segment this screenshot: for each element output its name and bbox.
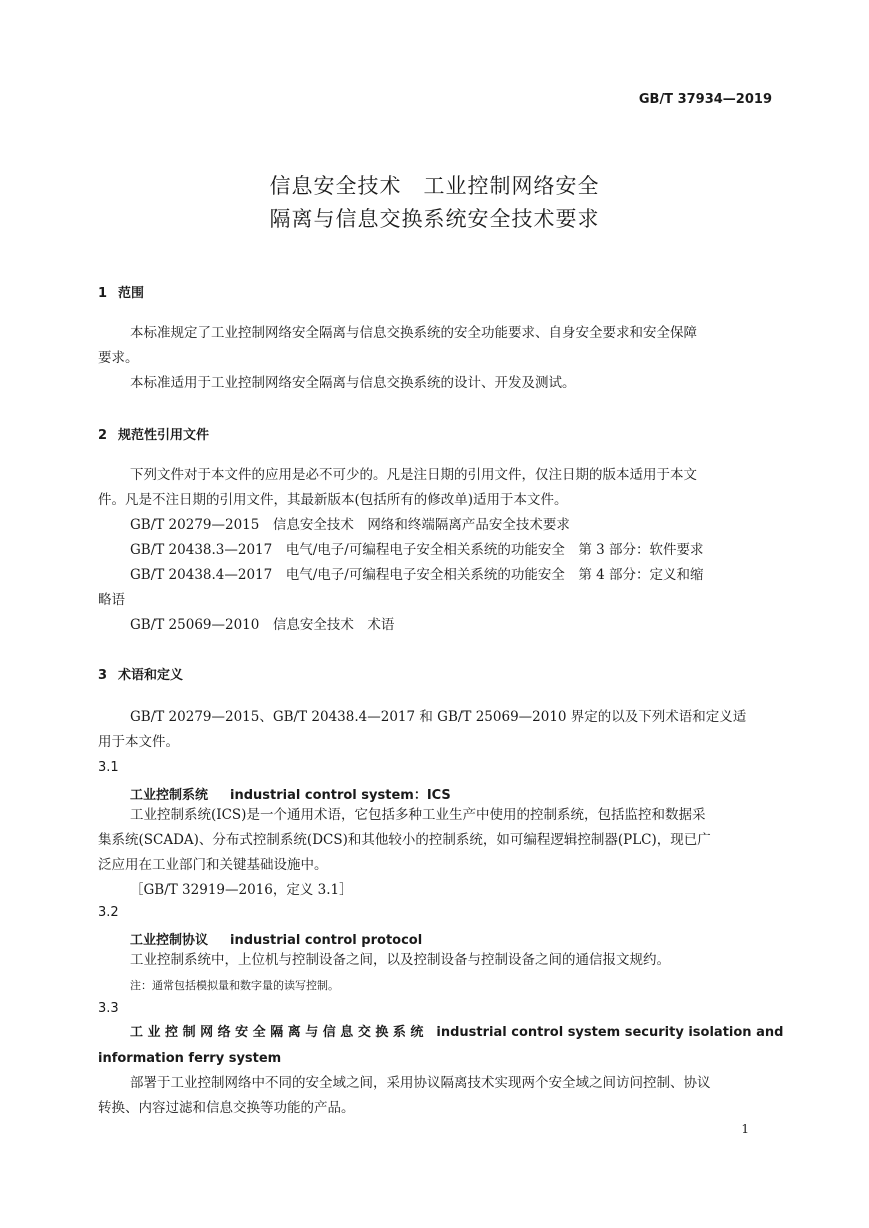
definition-source: ［GB/T 32919—2016，定义 3.1］	[130, 882, 353, 898]
section-1-paragraph-2	[98, 371, 770, 396]
term-english: industrial control system：ICS	[230, 788, 451, 803]
text-line: GB/T 20279—2015、GB/T 20438.4—2017 和 GB/T 25069—2010 界定的以及下列术语和定义适	[130, 709, 747, 725]
clause-number-3-3: 3.3	[98, 1001, 119, 1016]
term-3-2	[130, 929, 422, 948]
document-title-line2: 隔离与信息交换系统安全技术要求	[269, 207, 600, 231]
text-line: 要求。	[98, 350, 139, 366]
section-3-heading	[98, 664, 183, 683]
text-line: 部署于工业控制网络中不同的安全域之间，采用协议隔离技术实现两个安全域之间访问控制、协议	[130, 1075, 711, 1091]
reference-list	[98, 513, 770, 638]
section-number: 2	[98, 428, 108, 443]
reference-item-continuation: 略语	[98, 592, 125, 608]
section-title: 规范性引用文件	[118, 428, 210, 443]
section-title: 范围	[118, 286, 145, 301]
text-line: 下列文件对于本文件的应用是必不可少的。凡是注日期的引用文件，仅注日期的版本适用于本文	[130, 467, 697, 483]
reference-item: GB/T 20438.4—2017 电气/电子/可编程电子安全相关系统的功能安全 第 4 部分：定义和缩	[130, 567, 704, 583]
term-english: industrial control protocol	[230, 933, 423, 948]
definition-3-1	[98, 803, 770, 903]
definition-3-2	[98, 948, 770, 973]
document-title-line1: 信息安全技术 工业控制网络安全	[269, 174, 600, 198]
term-chinese: 工业控制协议	[130, 933, 209, 948]
section-3-intro	[98, 705, 770, 755]
clause-number-3-1: 3.1	[98, 760, 119, 775]
term-chinese: 工业控制系统	[130, 788, 209, 803]
text-line: 本标准适用于工业控制网络安全隔离与信息交换系统的设计、开发及测试。	[130, 375, 576, 391]
text-line: 本标准规定了工业控制网络安全隔离与信息交换系统的安全功能要求、自身安全要求和安全保障	[130, 325, 697, 341]
note-3-2: 注：通常包括模拟量和数字量的读写控制。	[130, 979, 339, 992]
text-line: 泛应用在工业部门和关键基础设施中。	[98, 857, 328, 873]
section-1-heading	[98, 282, 144, 301]
definition-3-3	[98, 1071, 770, 1121]
section-number: 3	[98, 668, 108, 683]
section-number: 1	[98, 286, 108, 301]
text-line: 工业控制系统(ICS)是一个通用术语，它包括多种工业生产中使用的控制系统，包括监控和数据采	[130, 807, 706, 823]
reference-item: GB/T 20438.3—2017 电气/电子/可编程电子安全相关系统的功能安全 第 3 部分：软件要求	[130, 542, 704, 558]
section-2-heading	[98, 424, 209, 443]
text-line: 用于本文件。	[98, 734, 179, 750]
section-title: 术语和定义	[118, 668, 184, 683]
term-3-3	[98, 1020, 784, 1072]
reference-item: GB/T 25069—2010 信息安全技术 术语	[130, 617, 395, 633]
page-number: 1	[741, 1122, 749, 1136]
standard-code: GB/T 37934—2019	[638, 92, 772, 107]
text-line: 工业控制系统中，上位机与控制设备之间，以及控制设备与控制设备之间的通信报文规约。	[130, 952, 670, 968]
text-line: 转换、内容过滤和信息交换等功能的产品。	[98, 1100, 355, 1116]
term-line: information ferry system	[98, 1051, 282, 1066]
term-line: 工 业 控 制 网 络 安 全 隔 离 与 信 息 交 换 系 统 industrial control system security isolation and	[130, 1025, 784, 1040]
clause-number-3-2: 3.2	[98, 905, 119, 920]
reference-item: GB/T 20279—2015 信息安全技术 网络和终端隔离产品安全技术要求	[130, 517, 570, 533]
text-line: 集系统(SCADA)、分布式控制系统(DCS)和其他较小的控制系统，如可编程逻辑控制器(PLC)，现已广	[98, 832, 711, 848]
section-1-paragraph-1	[98, 321, 770, 371]
term-3-1	[130, 784, 451, 803]
text-line: 件。凡是不注日期的引用文件，其最新版本(包括所有的修改单)适用于本文件。	[98, 492, 568, 508]
section-2-intro	[98, 463, 770, 513]
